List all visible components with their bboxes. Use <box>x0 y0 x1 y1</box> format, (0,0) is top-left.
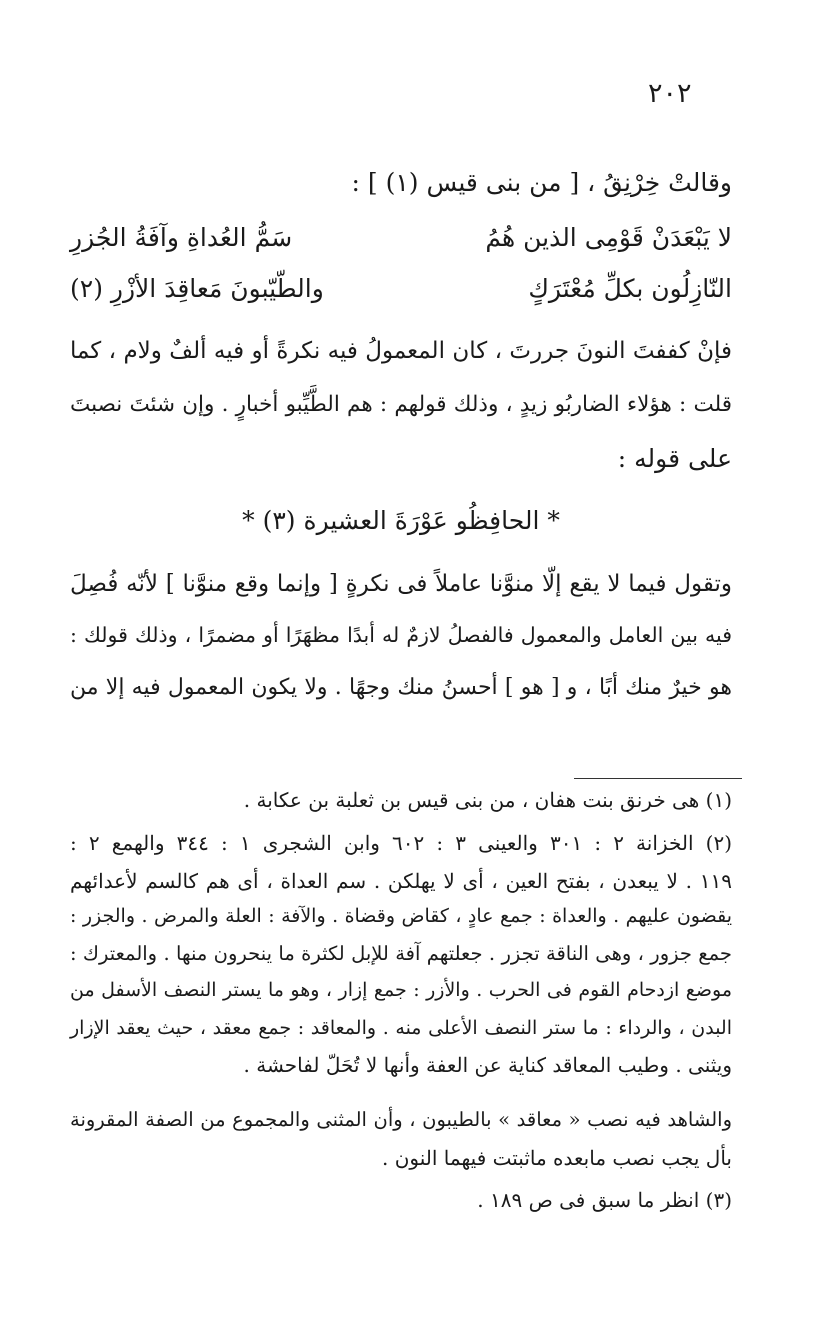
intro-line: وقالتْ خِرْنِقُ ، [ من بنى قيس (١) ] : <box>351 168 732 197</box>
footnote-1: (١) هى خرنق بنت هفان ، من بنى قيس بن ثعلبة بن عكابة . <box>243 788 732 812</box>
footnote-2-line: ويثنى . وطيب المعاقد كناية عن العفة وأنها لا تُحَلّ لفاحشة . <box>243 1053 732 1077</box>
footnote-2-line: جمع جزور ، وهى الناقة تجزر . جعلتهم آفة للإبل لكثرة ما ينحرون منها . والمعترك : <box>70 942 732 965</box>
footnote-divider <box>574 778 742 779</box>
footnote-2-line: يقضون عليهم . والعداة : جمع عادٍ ، كقاض وقضاة . والآفة : العلة والمرض . والجزر : <box>70 905 732 927</box>
paragraph-2-line: وتقول فيما لا يقع إلّا منوَّنا عاملاً فى نكرةٍ [ وإنما وقع منوَّنا ] لأنّه فُصِلَ <box>70 571 732 597</box>
verse-1-second-hemistich: سَمُّ العُداةِ وآفَةُ الجُزرِ <box>70 223 293 252</box>
verse-1-first-hemistich: لا يَبْعَدَنْ قَوْمِى الذين هُمُ <box>485 223 732 252</box>
footnote-2-line: (٢) الخزانة ٢ : ٣٠١ والعينى ٣ : ٦٠٢ وابن الشجرى ١ : ٣٤٤ والهمع ٢ : <box>70 831 732 855</box>
paragraph-1-line: فإنْ كففتَ النونَ جررتَ ، كان المعمولُ فيه نكرةً أو فيه ألفٌ ولام ، كما <box>70 338 732 364</box>
page-number: ٢٠٢ <box>648 78 692 109</box>
verse-line-1 <box>70 225 732 250</box>
footnote-3: (٣) انظر ما سبق فى ص ١٨٩ . <box>477 1188 732 1212</box>
verse-2-first-hemistich: النّازِلُون بكلِّ مُعْتَرَكٍ <box>528 274 732 303</box>
verse-2-second-hemistich: والطّيّبونَ مَعاقِدَ الأزْرِ (٢) <box>70 274 324 303</box>
paragraph-1-line: قلت : هؤلاء الضاربُو زيدٍ ، وذلك قولهم : هم الطَّيِّبو أخبارٍ . وإن شئتَ نصبتَ <box>70 392 732 417</box>
quoted-hemistich: * الحافِظُو عَوْرَةَ العشيرة (٣) * <box>242 506 560 535</box>
footnote-2-line: البدن ، والرداء : ما ستر النصف الأعلى منه . والمعاقد : جمع معقد ، حيث يعقد الإزار <box>70 1017 732 1039</box>
verse-line-2 <box>70 276 732 301</box>
paragraph-2-line: فيه بين العامل والمعمول فالفصلُ لازمٌ له أبدًا مظهَرًا أو مضمرًا ، وذلك قولك : <box>70 623 732 647</box>
footnote-2-witness-line: والشاهد فيه نصب « معاقد » بالطيبون ، وأن المثنى والمجموع من الصفة المقرونة <box>70 1108 732 1131</box>
footnote-2-witness-line: بأل يجب نصب مابعده ماثبتت فيهما النون . <box>382 1146 732 1170</box>
paragraph-1-line: على قوله : <box>617 444 732 473</box>
paragraph-2-line: هو خيرٌ منك أبًا ، و [ هو ] أحسنُ منك وجهًا . ولا يكون المعمول فيه إلا من <box>70 675 732 700</box>
footnote-2-line: موضع ازدحام القوم فى الحرب . والأزر : جمع إزار ، وهو ما يستر النصف الأسفل من <box>70 979 732 1001</box>
footnote-2-line: ١١٩ . لا يبعدن ، بفتح العين ، أى لا يهلكن . سم العداة ، أى هم كالسم لأعدائهم <box>70 869 732 893</box>
